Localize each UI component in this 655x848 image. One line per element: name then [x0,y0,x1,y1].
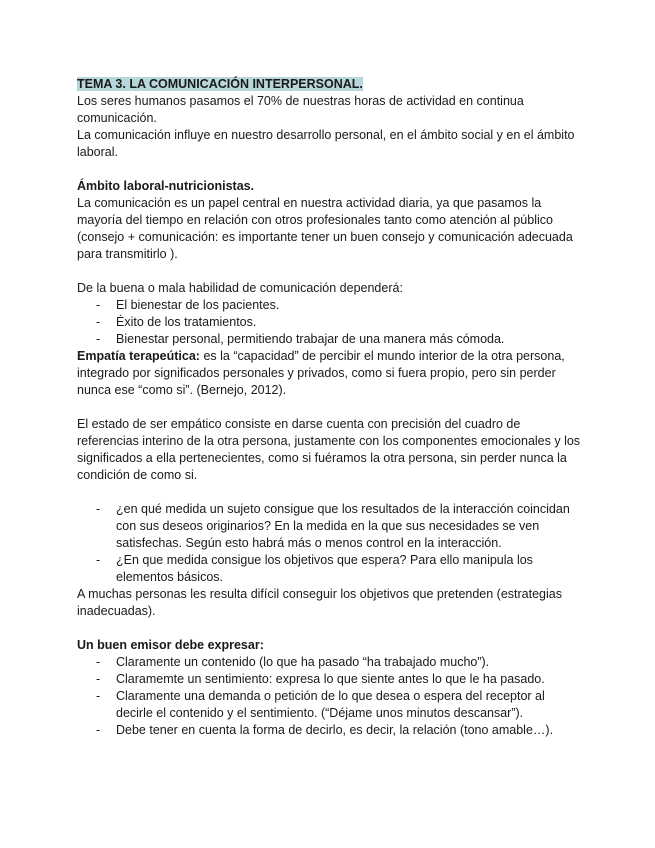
empatia-term: Empatía terapeútica: [77,349,200,363]
intro-paragraph-2: La comunicación influye en nuestro desarrollo personal, en el ámbito social y en el ámbito laboral. [77,128,575,159]
spacer [77,399,582,416]
empatico-paragraph: El estado de ser empático consiste en darse cuenta con precisión del cuadro de referencias interino de la otra persona, justamente con los componentes emocionales y los significados a ella pertenecientes, como si fuéramos la otra persona, sin perder nunca la condición de como si. [77,417,581,482]
list-item: - Bienestar personal, permitiendo trabajar de una manera más cómoda. [77,331,582,348]
habilidad-intro: De la buena o mala habilidad de comunicación dependerá: [77,281,403,295]
list-item: - Claramente una demanda o petición de lo que desea o espera del receptor al decirle el contenido y el sentimiento. (“Déjame unos minutos descansar”). [77,688,582,722]
dificil-paragraph: A muchas personas les resulta difícil conseguir los objetivos que pretenden (estrategias inadecuadas). [77,587,562,618]
title-highlight: TEMA 3. LA COMUNICACIÓN INTERPERSONAL. [77,77,363,91]
list-item: - Debe tener en cuenta la forma de decirlo, es decir, la relación (tono amable…). [77,722,582,739]
ambito-laboral-paragraph: La comunicación es un papel central en nuestra actividad diaria, ya que pasamos la mayoría del tiempo en relación con otros profesionales tanto como atención al público (consejo + comunicación: es importante tener un buen consejo y comunicación adecuada para transmitirlo ). [77,196,573,261]
spacer [77,263,582,280]
document-page [77,76,582,739]
habilidad-list [77,297,582,348]
list-item: - ¿en qué medida un sujeto consigue que los resultados de la interacción coincidan con sus deseos originarios? En la medida en la que sus necesidades se ven satisfechas. Según esto habrá más o menos control en la interacción. [77,501,582,552]
intro-paragraph-1: Los seres humanos pasamos el 70% de nuestras horas de actividad en continua comunicación. [77,94,524,125]
list-item: - Claramemte un sentimiento: expresa lo que siente antes lo que le ha pasado. [77,671,582,688]
spacer [77,484,582,501]
list-item: - ¿En que medida consigue los objetivos que espera? Para ello manipula los elementos básicos. [77,552,582,586]
empatia-paragraph [77,348,582,399]
list-item: - Éxito de los tratamientos. [77,314,582,331]
emisor-list [77,654,582,739]
list-item: - El bienestar de los pacientes. [77,297,582,314]
spacer [77,620,582,637]
document-title [77,76,582,93]
list-item: - Claramente un contenido (lo que ha pasado “ha trabajado mucho”). [77,654,582,671]
section-heading-emisor: Un buen emisor debe expresar: [77,638,264,652]
section-heading-ambito-laboral: Ámbito laboral-nutricionistas. [77,179,255,193]
spacer [77,161,582,178]
questions-list [77,501,582,586]
empatia-definition: es la “capacidad” de percibir el mundo interior de la otra persona, integrado por significados personales y privados, como si fuera propio, pero sin perder nunca ese “como si”. (Bernejo, 2012). [77,349,565,397]
